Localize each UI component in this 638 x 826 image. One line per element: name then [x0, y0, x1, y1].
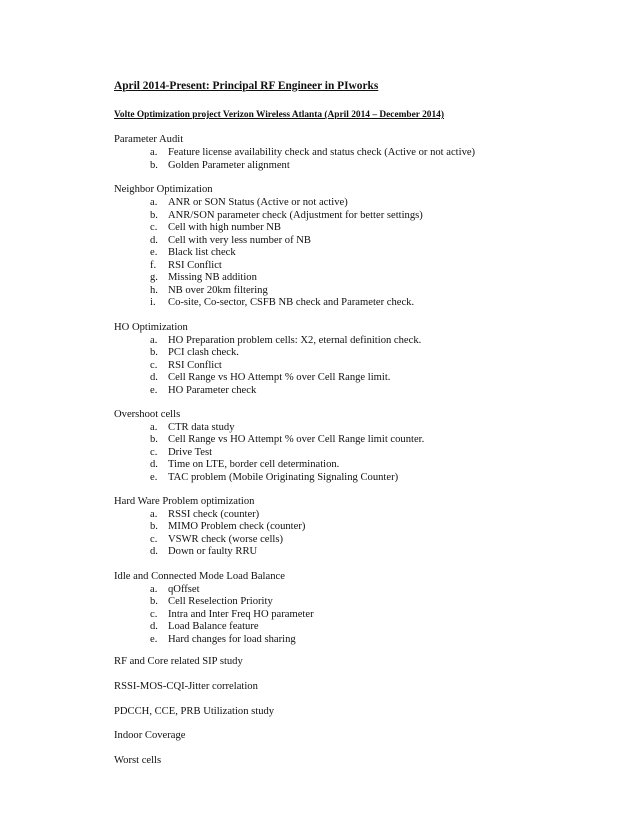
list-item-label: e.	[150, 385, 158, 396]
section-heading-load-balance: Idle and Connected Mode Load Balance	[114, 571, 285, 582]
list-item-label: b.	[150, 160, 158, 171]
list-item-label: c.	[150, 360, 158, 371]
list-item-text: VSWR check (worse cells)	[168, 534, 284, 545]
list-item-label: e.	[150, 634, 158, 645]
list-item-label: a.	[150, 584, 158, 595]
list-item-label: h.	[150, 285, 158, 296]
document-title: April 2014-Present: Principal RF Engineer in PIworks	[114, 80, 379, 92]
list-item-text: TAC problem (Mobile Originating Signaling Counter)	[168, 472, 399, 483]
list-item-label: e.	[150, 247, 158, 258]
list-item-label: e.	[150, 472, 158, 483]
list-item-text: ANR or SON Status (Active or not active)	[168, 197, 348, 208]
section-heading-hardware-problem: Hard Ware Problem optimization	[114, 496, 255, 507]
list-item	[150, 595, 273, 608]
list-item-text: Intra and Inter Freq HO parameter	[168, 609, 314, 620]
list-item	[150, 471, 398, 484]
list-item-label: d.	[150, 235, 158, 246]
list-item-text: MIMO Problem check (counter)	[168, 521, 306, 532]
list-item	[150, 620, 259, 633]
list-item-label: c.	[150, 447, 158, 458]
list-item	[150, 633, 296, 646]
list-item-label: i.	[150, 297, 156, 308]
list-item-text: Black list check	[168, 247, 236, 258]
list-item-label: a.	[150, 509, 158, 520]
list-item-text: Cell Reselection Priority	[168, 596, 273, 607]
list-item	[150, 520, 305, 533]
list-item-text: Down or faulty RRU	[168, 546, 258, 557]
list-item-label: a.	[150, 197, 158, 208]
list-item-label: d.	[150, 459, 158, 470]
list-item-label: b.	[150, 347, 158, 358]
list-item	[150, 458, 339, 471]
list-item	[150, 159, 290, 172]
section-heading-ho-optimization: HO Optimization	[114, 322, 188, 333]
list-item-text: Cell Range vs HO Attempt % over Cell Range limit.	[168, 372, 391, 383]
list-item-label: g.	[150, 272, 158, 283]
list-item	[150, 246, 236, 259]
list-item	[150, 346, 239, 359]
extra-line-rssi-correlation: RSSI-MOS-CQI-Jitter correlation	[114, 681, 258, 692]
list-item-label: c.	[150, 534, 158, 545]
list-item-text: Cell with high number NB	[168, 222, 281, 233]
extra-line-worst-cells: Worst cells	[114, 755, 162, 766]
list-item-text: Cell Range vs HO Attempt % over Cell Range limit counter.	[168, 434, 425, 445]
list-item-text: Golden Parameter alignment	[168, 160, 290, 171]
list-item-text: Feature license availability check and status check (Active or not active)	[168, 147, 476, 158]
list-item-label: b.	[150, 521, 158, 532]
section-heading-parameter-audit: Parameter Audit	[114, 134, 184, 145]
list-item-text: Cell with very less number of NB	[168, 235, 311, 246]
list-item-text: Hard changes for load sharing	[168, 634, 296, 645]
list-item-label: a.	[150, 147, 158, 158]
list-item-label: c.	[150, 609, 158, 620]
list-item-label: d.	[150, 546, 158, 557]
list-item-text: RSI Conflict	[168, 360, 222, 371]
section-heading-overshoot-cells: Overshoot cells	[114, 409, 181, 420]
list-item-label: b.	[150, 434, 158, 445]
list-item-text: Drive Test	[168, 447, 213, 458]
list-item	[150, 433, 424, 446]
list-item-text: PCI clash check.	[168, 347, 239, 358]
extra-line-sip-study: RF and Core related SIP study	[114, 656, 243, 667]
list-item	[150, 196, 348, 209]
list-item-label: b.	[150, 210, 158, 221]
list-item-label: d.	[150, 372, 158, 383]
list-item	[150, 146, 475, 159]
list-item-text: Co-site, Co-sector, CSFB NB check and Parameter check.	[168, 297, 415, 308]
list-item-text: RSSI check (counter)	[168, 509, 260, 520]
list-item-text: Load Balance feature	[168, 621, 259, 632]
list-item-text: Time on LTE, border cell determination.	[168, 459, 340, 470]
list-item-label: d.	[150, 621, 158, 632]
list-item-text: HO Preparation problem cells: X2, eternal definition check.	[168, 335, 422, 346]
list-item	[150, 371, 390, 384]
list-item-text: RSI Conflict	[168, 260, 222, 271]
list-item-text: qOffset	[168, 584, 200, 595]
list-item	[150, 384, 256, 397]
section-heading-neighbor-optimization: Neighbor Optimization	[114, 184, 213, 195]
list-item-text: NB over 20km filtering	[168, 285, 268, 296]
list-item-label: c.	[150, 222, 158, 233]
list-item-label: a.	[150, 422, 158, 433]
list-item	[150, 545, 257, 558]
list-item-text: ANR/SON parameter check (Adjustment for better settings)	[168, 210, 423, 221]
list-item	[150, 296, 414, 309]
extra-line-indoor-coverage: Indoor Coverage	[114, 730, 186, 741]
extra-line-utilization-study: PDCCH, CCE, PRB Utilization study	[114, 706, 275, 717]
list-item-text: HO Parameter check	[168, 385, 257, 396]
list-item	[150, 271, 257, 284]
list-item-text: Missing NB addition	[168, 272, 257, 283]
list-item-label: a.	[150, 335, 158, 346]
list-item-label: f.	[150, 260, 157, 271]
list-item-label: b.	[150, 596, 158, 607]
list-item	[150, 221, 281, 234]
list-item-text: CTR data study	[168, 422, 235, 433]
project-title: Volte Optimization project Verizon Wireless Atlanta (April 2014 – December 2014)	[114, 110, 444, 120]
